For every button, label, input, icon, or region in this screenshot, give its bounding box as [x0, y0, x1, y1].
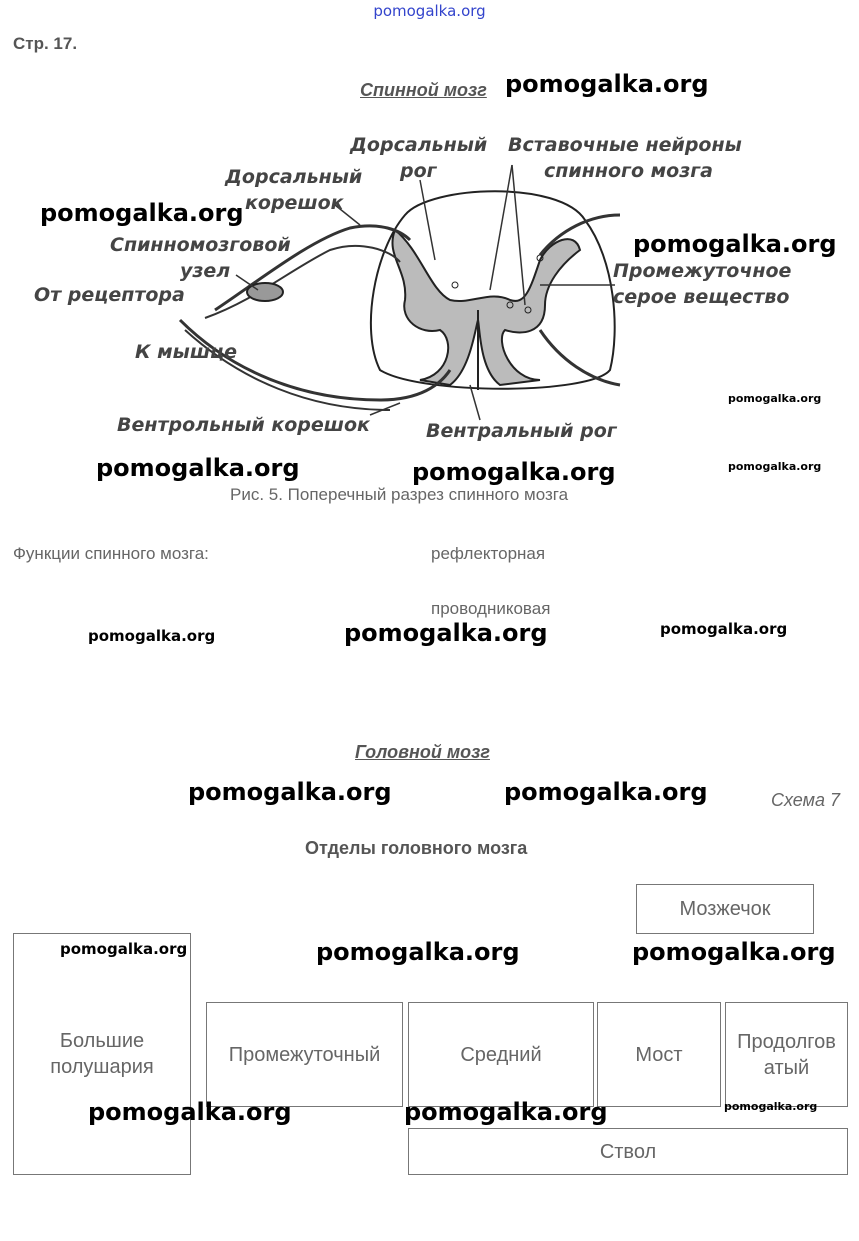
- watermark: pomogalka.org: [660, 620, 788, 638]
- label-dorsal-horn: Дорсальный рог: [350, 134, 488, 182]
- watermark: pomogalka.org: [88, 627, 216, 645]
- label-interneurons: Вставочные нейроны спинного мозга: [508, 134, 742, 182]
- watermark: pomogalka.org: [632, 938, 836, 966]
- scheme-label: Схема 7: [771, 790, 840, 810]
- watermark: pomogalka.org: [724, 1100, 818, 1113]
- watermark: pomogalka.org: [505, 70, 709, 98]
- brain-title: Головной мозг: [355, 742, 490, 762]
- watermark: pomogalka.org: [40, 199, 244, 227]
- watermark: pomogalka.org: [60, 940, 188, 958]
- label-from-receptor: От рецептора: [34, 284, 185, 306]
- site-header-link[interactable]: pomogalka.org: [373, 2, 486, 20]
- watermark: pomogalka.org: [88, 1098, 292, 1126]
- watermark: pomogalka.org: [188, 778, 392, 806]
- function-item-conductive: проводниковая: [431, 599, 551, 618]
- label-to-muscle: К мышце: [135, 341, 238, 363]
- box-midbrain: Средний: [408, 1002, 594, 1107]
- label-intermediate-gray: Промежуточное серое вещество: [613, 260, 792, 308]
- box-brainstem: Ствол: [408, 1128, 848, 1175]
- watermark: pomogalka.org: [316, 938, 520, 966]
- spinal-cord-title: Спинной мозг: [360, 80, 487, 100]
- label-dorsal-root: Дорсальный корешок: [225, 166, 363, 214]
- box-diencephalon: Промежуточный: [206, 1002, 403, 1107]
- label-ventral-root: Вентрольный корешок: [117, 414, 370, 436]
- box-medulla: Продолговатый: [725, 1002, 848, 1107]
- watermark: pomogalka.org: [728, 392, 822, 405]
- page-number: Стр. 17.: [13, 34, 78, 53]
- label-ventral-horn: Вентральный рог: [426, 420, 617, 442]
- watermark: pomogalka.org: [633, 230, 837, 258]
- function-item-reflex: рефлекторная: [431, 544, 546, 563]
- watermark: pomogalka.org: [504, 778, 708, 806]
- watermark: pomogalka.org: [404, 1098, 608, 1126]
- watermark: pomogalka.org: [728, 460, 822, 473]
- figure-caption: Рис. 5. Поперечный разрез спинного мозга: [230, 485, 569, 504]
- label-spinal-ganglion: Спинномозговой узел: [110, 234, 291, 282]
- functions-heading: Функции спинного мозга:: [13, 544, 209, 563]
- scheme-title: Отделы головного мозга: [305, 838, 528, 858]
- watermark: pomogalka.org: [344, 619, 548, 647]
- watermark: pomogalka.org: [412, 458, 616, 486]
- box-pons: Мост: [597, 1002, 721, 1107]
- watermark: pomogalka.org: [96, 454, 300, 482]
- box-cerebellum: Мозжечок: [636, 884, 814, 934]
- box-hemispheres: Большие полушария: [13, 933, 191, 1175]
